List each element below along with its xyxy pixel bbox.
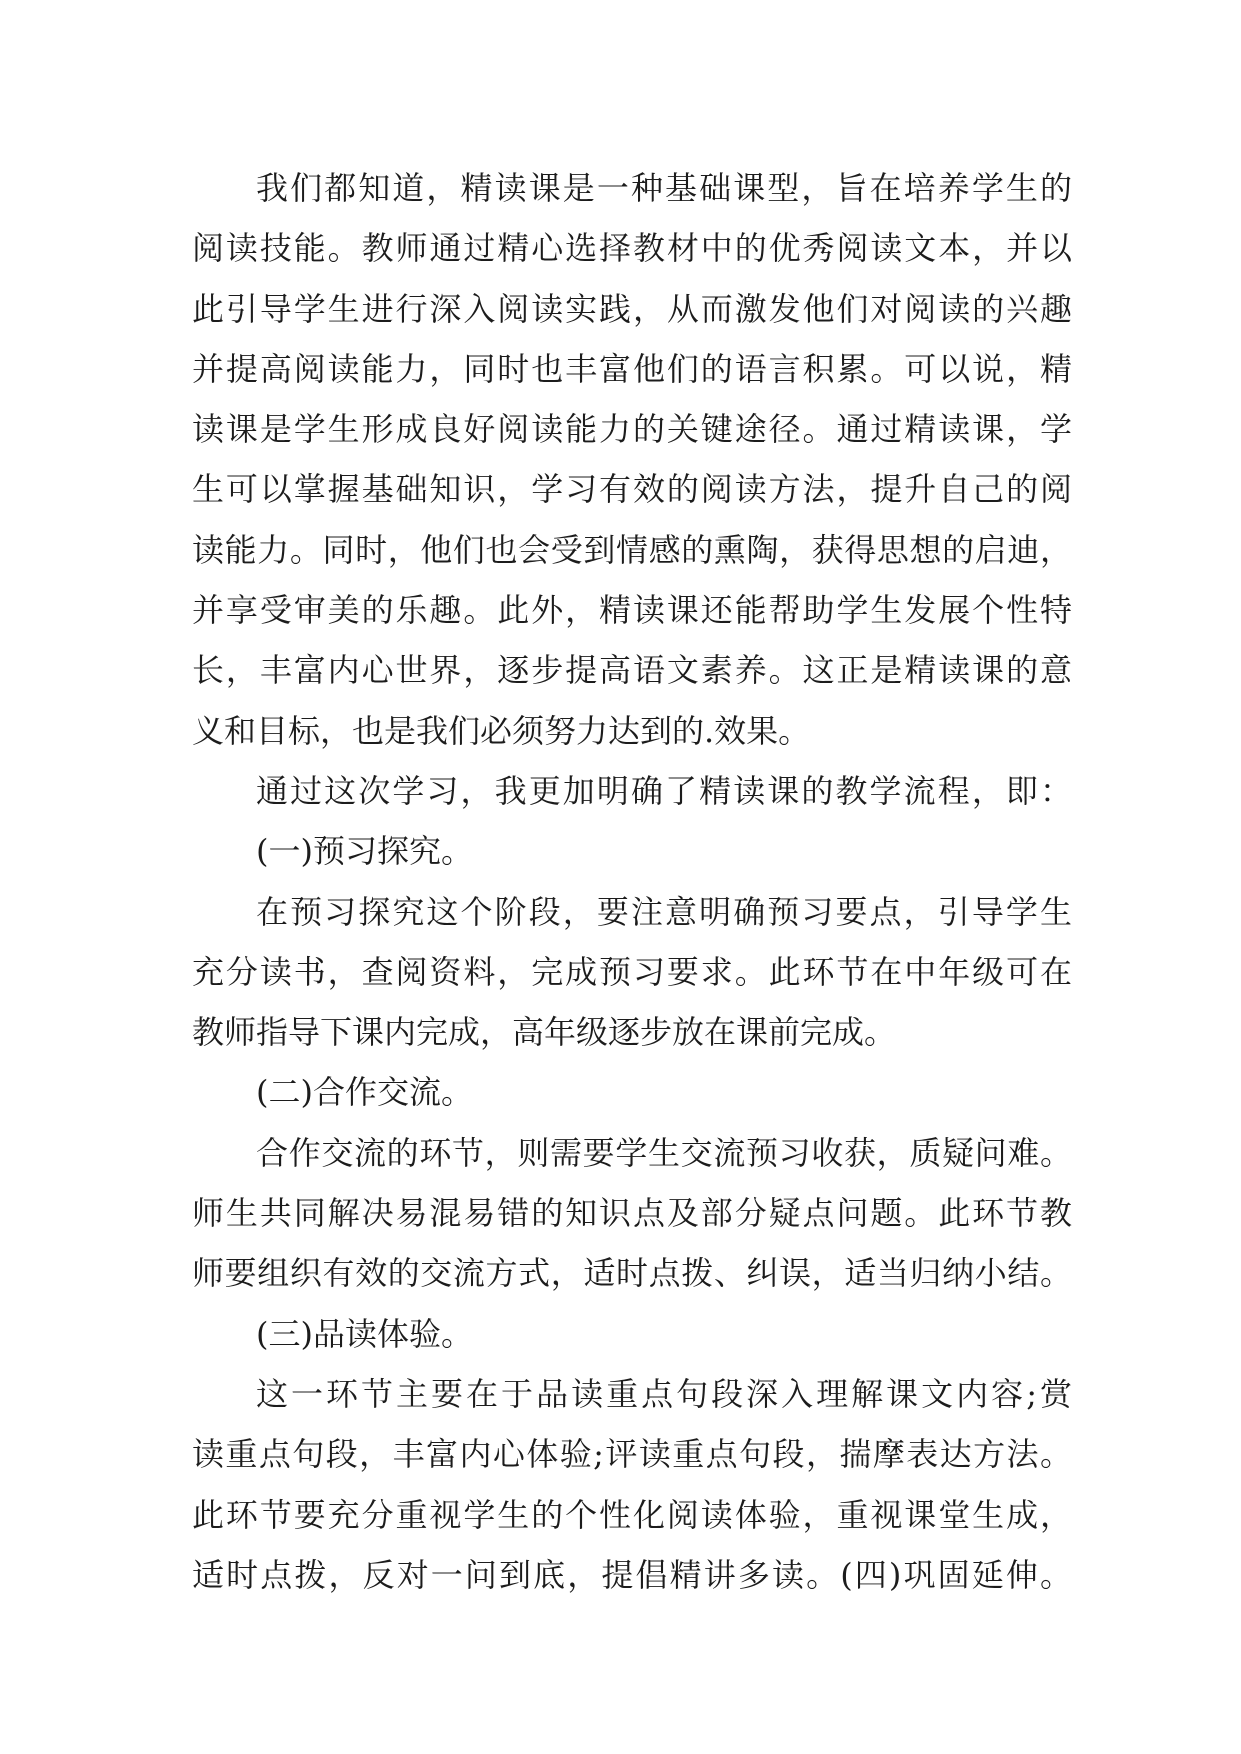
- section-heading: (二)合作交流。: [256, 1073, 473, 1112]
- paragraph-line: 并提高阅读能力，同时也丰富他们的语言积累。可以说，精: [192, 349, 1072, 388]
- paragraph-line: 充分读书，查阅资料，完成预习要求。此环节在中年级可在: [192, 952, 1072, 991]
- paragraph-line: 师生共同解决易混易错的知识点及部分疑点问题。此环节教: [192, 1194, 1072, 1233]
- paragraph-line: 合作交流的环节，则需要学生交流预习收获，质疑问难。: [256, 1133, 1072, 1172]
- paragraph-line: 此引导学生进行深入阅读实践，从而激发他们对阅读的兴趣: [192, 289, 1072, 328]
- paragraph-line: 阅读技能。教师通过精心选择教材中的优秀阅读文本，并以: [192, 229, 1072, 268]
- paragraph-line: 此环节要充分重视学生的个性化阅读体验，重视课堂生成，: [192, 1495, 1072, 1534]
- section-heading: (一)预习探究。: [256, 832, 473, 871]
- paragraph-line: 读重点句段，丰富内心体验;评读重点句段，揣摩表达方法。: [192, 1435, 1072, 1474]
- paragraph-line: 读能力。同时，他们也会受到情感的熏陶，获得思想的启迪，: [192, 530, 1072, 569]
- paragraph-line: 这一环节主要在于品读重点句段深入理解课文内容;赏: [256, 1374, 1072, 1413]
- paragraph-line: 在预习探究这个阶段，要注意明确预习要点，引导学生: [256, 892, 1072, 931]
- body-text: [192, 158, 1072, 1605]
- paragraph-line: 适时点拨，反对一问到底，提倡精讲多读。(四)巩固延伸。: [192, 1555, 1072, 1594]
- paragraph-line: 通过这次学习，我更加明确了精读课的教学流程，即：: [256, 771, 1072, 810]
- paragraph-line: 并享受审美的乐趣。此外，精读课还能帮助学生发展个性特: [192, 591, 1072, 630]
- paragraph-line: 教师指导下课内完成，高年级逐步放在课前完成。: [192, 1013, 897, 1052]
- paragraph-line: 长，丰富内心世界，逐步提高语文素养。这正是精读课的意: [192, 651, 1072, 690]
- paragraph-line: 师要组织有效的交流方式，适时点拨、纠误，适当归纳小结。: [192, 1254, 1072, 1293]
- paragraph-line: 生可以掌握基础知识，学习有效的阅读方法，提升自己的阅: [192, 470, 1072, 509]
- paragraph-line: 我们都知道，精读课是一种基础课型，旨在培养学生的: [256, 169, 1072, 207]
- section-heading: (三)品读体验。: [256, 1314, 473, 1353]
- paragraph-line: 读课是学生形成良好阅读能力的关键途径。通过精读课，学: [192, 410, 1072, 449]
- paragraph-line: 义和目标，也是我们必须努力达到的.效果。: [192, 711, 811, 750]
